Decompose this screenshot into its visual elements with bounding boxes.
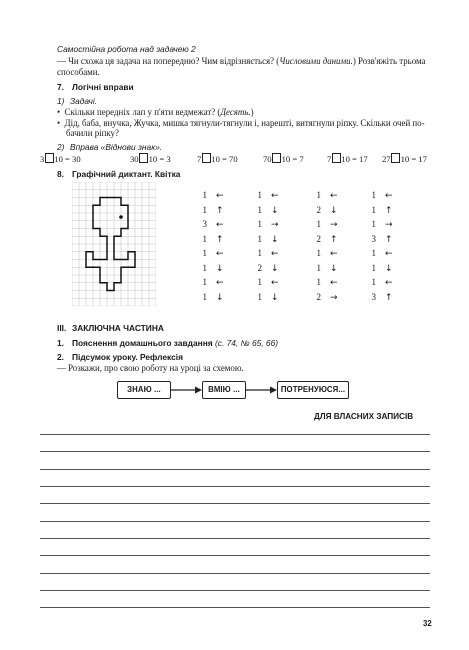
step-count: 2 [316, 233, 321, 244]
step-count: 1 [371, 262, 376, 273]
step-count: 1 [202, 291, 207, 302]
step-count: 3 [371, 291, 376, 302]
flow-box-can: ВМІЮ ... [202, 381, 246, 399]
step-count: 2 [257, 262, 262, 273]
answer-box[interactable] [272, 153, 281, 163]
section-3-number: III. [57, 323, 67, 333]
step-count: 3 [202, 219, 207, 229]
notes-title: ДЛЯ ВЛАСНИХ ЗАПИСІВ [314, 412, 414, 421]
step-count: 1 [202, 277, 207, 287]
step-count: 1 [257, 277, 262, 287]
equation-3: 7 10 = 70 [197, 154, 238, 164]
writing-line[interactable] [40, 590, 430, 591]
step-count: 1 [257, 190, 262, 200]
direction-arrow-icon: ↓ [271, 263, 279, 274]
equation-5: 7 10 = 17 [327, 154, 368, 164]
equation-4: 70 10 = 7 [263, 154, 304, 164]
direction-arrow-icon: → [330, 220, 338, 230]
independent-question-line1: — Чи схожа ця задача на попередню? Чим відрізняється? (Числовими даними.) Розв'яжіть трьома [57, 56, 426, 66]
section-8-title: Графічний диктант. Квітка [72, 169, 181, 179]
direction-arrow-icon: ↓ [216, 263, 224, 274]
flow-box-know: ЗНАЮ ... [117, 381, 171, 399]
subsection-2-title: Вправа «Віднови знак». [70, 142, 163, 152]
step-count: 1 [371, 190, 376, 200]
step-count: 1 [202, 233, 207, 244]
bullet-1: • Скільки передніх лап у п'яти ведмежат? (Десять.) [57, 107, 254, 117]
writing-line[interactable] [40, 503, 430, 504]
flow-arrow-2 [245, 385, 277, 395]
section-8-number: 8. [57, 169, 64, 179]
answer-box[interactable] [139, 153, 148, 163]
step-count: 1 [202, 262, 207, 273]
direction-arrow-icon: ↓ [385, 263, 393, 274]
section-7-title: Логічні вправи [72, 82, 134, 92]
section-3-title: ЗАКЛЮЧНА ЧАСТИНА [72, 323, 164, 333]
writing-line[interactable] [40, 538, 430, 539]
direction-arrow-icon: → [330, 292, 338, 303]
step-count: 2 [316, 291, 321, 302]
dictation-step [313, 287, 338, 305]
direction-arrow-icon: ← [385, 191, 393, 201]
direction-arrow-icon: ↑ [385, 205, 393, 216]
dictation-step [199, 287, 224, 305]
step-count: 1 [257, 219, 262, 229]
direction-arrow-icon: ← [271, 278, 279, 288]
writing-line[interactable] [40, 555, 430, 556]
direction-arrow-icon: ↓ [216, 292, 224, 303]
start-dot [119, 215, 123, 219]
answer-box[interactable] [391, 153, 400, 163]
direction-arrow-icon: ↑ [385, 234, 393, 245]
direction-arrow-icon: ← [385, 249, 393, 259]
direction-arrow-icon: ↓ [271, 234, 279, 245]
writing-line[interactable] [40, 521, 430, 522]
step-count: 1 [371, 248, 376, 258]
direction-arrow-icon: ← [330, 191, 338, 201]
step-count: 1 [202, 204, 207, 215]
item-1-number: 1. [57, 338, 64, 348]
answer-box[interactable] [45, 153, 54, 163]
bullet-2-line2: бачили ріпку? [66, 128, 119, 138]
subsection-1-number: 1) [57, 96, 65, 106]
step-count: 1 [257, 291, 262, 302]
subsection-1-title: Задачі. [70, 96, 98, 106]
answer-box[interactable] [332, 153, 341, 163]
bullet-2-line1: • Дід, баба, внучка, Жучка, мишка тягнули-тягнули і, нарешті, витягнули ріпку. Скільки очей по- [57, 118, 425, 128]
step-count: 1 [316, 190, 321, 200]
flower-grid [72, 182, 156, 306]
step-count: 1 [257, 233, 262, 244]
answer-box[interactable] [202, 153, 211, 163]
direction-arrow-icon: ↓ [271, 205, 279, 216]
independent-work-heading: Самостійна робота над задачею 2 [57, 44, 196, 54]
independent-question-line2: способами. [57, 67, 100, 77]
step-count: 1 [371, 277, 376, 287]
step-count: 1 [202, 190, 207, 200]
equation-6: 27 10 = 17 [382, 154, 427, 164]
flow-arrow-1 [170, 385, 202, 395]
writing-line[interactable] [40, 434, 430, 435]
item-1-line: Пояснення домашнього завдання (с. 74, № 65, 66) [72, 338, 279, 348]
step-count: 1 [316, 277, 321, 287]
direction-arrow-icon: ↓ [271, 292, 279, 303]
direction-arrow-icon: ↓ [330, 205, 338, 216]
step-count: 1 [371, 219, 376, 229]
direction-arrow-icon: ← [385, 278, 393, 288]
direction-arrow-icon: ← [330, 249, 338, 259]
writing-line[interactable] [40, 573, 430, 574]
direction-arrow-icon: ↓ [330, 263, 338, 274]
step-count: 2 [316, 204, 321, 215]
step-count: 1 [316, 219, 321, 229]
direction-arrow-icon: ↑ [330, 234, 338, 245]
direction-arrow-icon: ← [271, 191, 279, 201]
direction-arrow-icon: ↑ [216, 234, 224, 245]
writing-line[interactable] [40, 469, 430, 470]
step-count: 1 [316, 262, 321, 273]
item-2-title: Підсумок уроку. Рефлексія [72, 352, 183, 362]
step-count: 1 [202, 248, 207, 258]
writing-line[interactable] [40, 607, 430, 608]
dictation-step [368, 287, 393, 305]
item-2-text: — Розкажи, про свою роботу на уроці за схемою. [57, 363, 244, 373]
direction-arrow-icon: ← [271, 249, 279, 259]
equation-2: 30 10 = 3 [130, 154, 171, 164]
direction-arrow-icon: ← [216, 220, 224, 230]
direction-arrow-icon: ↑ [385, 292, 393, 303]
step-count: 1 [257, 204, 262, 215]
direction-arrow-icon: ← [216, 278, 224, 288]
step-count: 1 [316, 248, 321, 258]
direction-arrow-icon: → [271, 220, 279, 230]
dictation-step [254, 287, 279, 305]
item-2-number: 2. [57, 352, 64, 362]
section-7-number: 7. [57, 82, 64, 92]
direction-arrow-icon: → [385, 220, 393, 230]
direction-arrow-icon: ← [216, 249, 224, 259]
writing-line[interactable] [40, 486, 430, 487]
direction-arrow-icon: ↑ [216, 205, 224, 216]
page-number: 32 [423, 619, 432, 628]
subsection-2-number: 2) [57, 142, 65, 152]
writing-line[interactable] [40, 451, 430, 452]
equation-1: 3 10 = 30 [40, 154, 81, 164]
flow-box-practice: ПОТРЕНУЮСЯ... [277, 381, 349, 399]
direction-arrow-icon: ← [216, 191, 224, 201]
direction-arrow-icon: ← [330, 278, 338, 288]
step-count: 1 [257, 248, 262, 258]
step-count: 3 [371, 233, 376, 244]
step-count: 1 [371, 204, 376, 215]
